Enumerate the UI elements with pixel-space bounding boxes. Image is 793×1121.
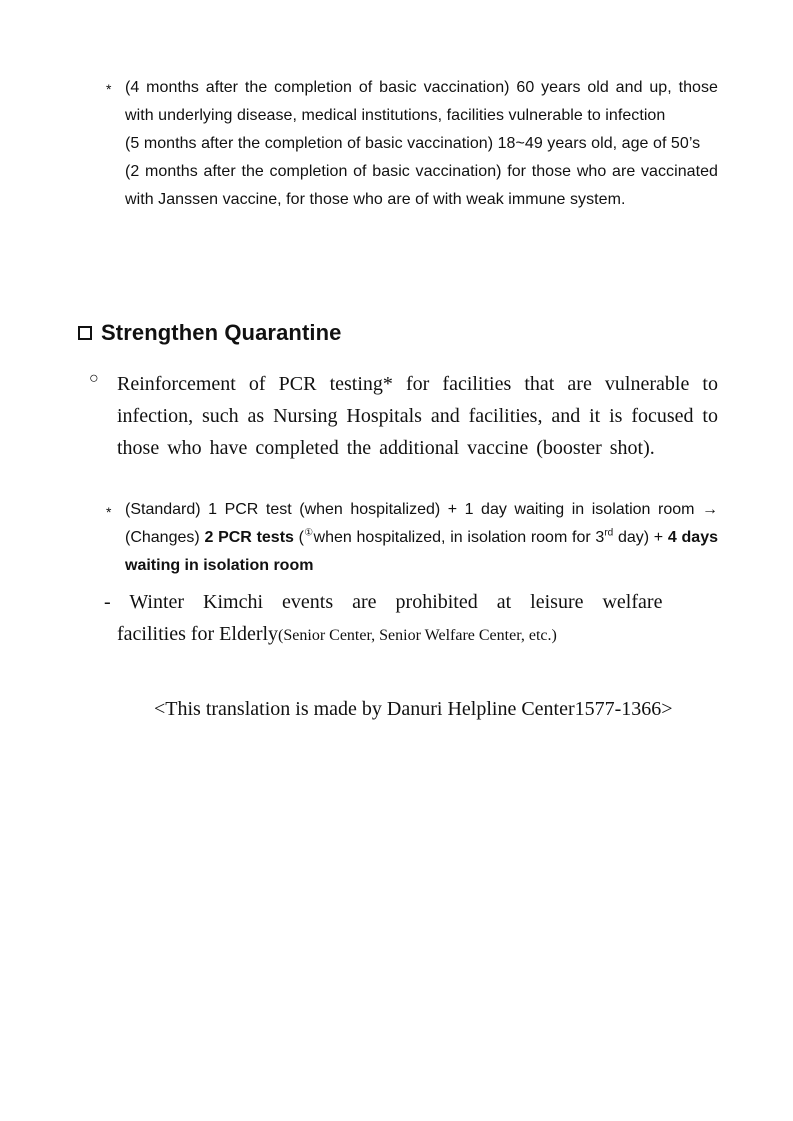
arrow-icon: → [702, 501, 718, 518]
footnote-text [125, 496, 718, 580]
footnote-waiting-days: 4 days waiting in isolation room [125, 529, 718, 574]
circled-one-icon: ① [304, 527, 314, 539]
pcr-footnote [106, 496, 718, 580]
section-heading [78, 320, 341, 346]
footnote-standard: (Standard) 1 PCR test (when hospitalized) + 1 day waiting in isolation room [125, 501, 695, 518]
footnote-asterisk: * [106, 504, 112, 520]
footnote-rd: rd [604, 527, 614, 539]
note-line-2: (5 months after the completion of basic vaccination) 18~49 years old, age of 50’s [125, 135, 701, 152]
kimchi-text-cont: facilities for Elderly [117, 623, 279, 645]
footnote-day-close: day) + [617, 529, 664, 546]
kimchi-line-2 [117, 618, 718, 652]
footnote-changes-label: (Changes) [125, 529, 200, 546]
pcr-bullet [89, 368, 718, 464]
footnote-detail: when hospitalized, in isolation room for 3 [313, 529, 605, 546]
note-asterisk: * [106, 81, 112, 97]
translation-credit: <This translation is made by Danuri Helpline Center1577-1366> [154, 698, 673, 720]
footnote-paren: ( [298, 529, 304, 546]
checkbox-square-icon [78, 326, 92, 340]
vaccination-note [106, 74, 718, 214]
note-line-3: (2 months after the completion of basic vaccination) for those who are vaccinated with Janssen vaccine, for those who are of with weak immune system. [125, 163, 718, 208]
note-line-1: (4 months after the completion of basic vaccination) 60 years old and up, those with underlying disease, medical institutions, facilities vulnerable to infection [125, 79, 718, 124]
kimchi-text-small: (Senior Center, Senior Welfare Center, etc.) [278, 627, 557, 644]
footnote-pcr-count: 2 PCR tests [204, 529, 294, 546]
circle-bullet-icon: ○ [89, 370, 99, 387]
section-title: Strengthen Quarantine [101, 320, 342, 345]
kimchi-line-1 [104, 586, 718, 618]
kimchi-text-main: Winter Kimchi events are prohibited at leisure welfare [129, 591, 663, 613]
kimchi-event-item [104, 586, 718, 652]
pcr-bullet-text: Reinforcement of PCR testing* for facilities that are vulnerable to infection, such as Nursing Hospitals and facilities, and it is focused to those who have completed the additional vaccine (booster shot). [117, 373, 718, 459]
dash-bullet: - [104, 591, 111, 613]
